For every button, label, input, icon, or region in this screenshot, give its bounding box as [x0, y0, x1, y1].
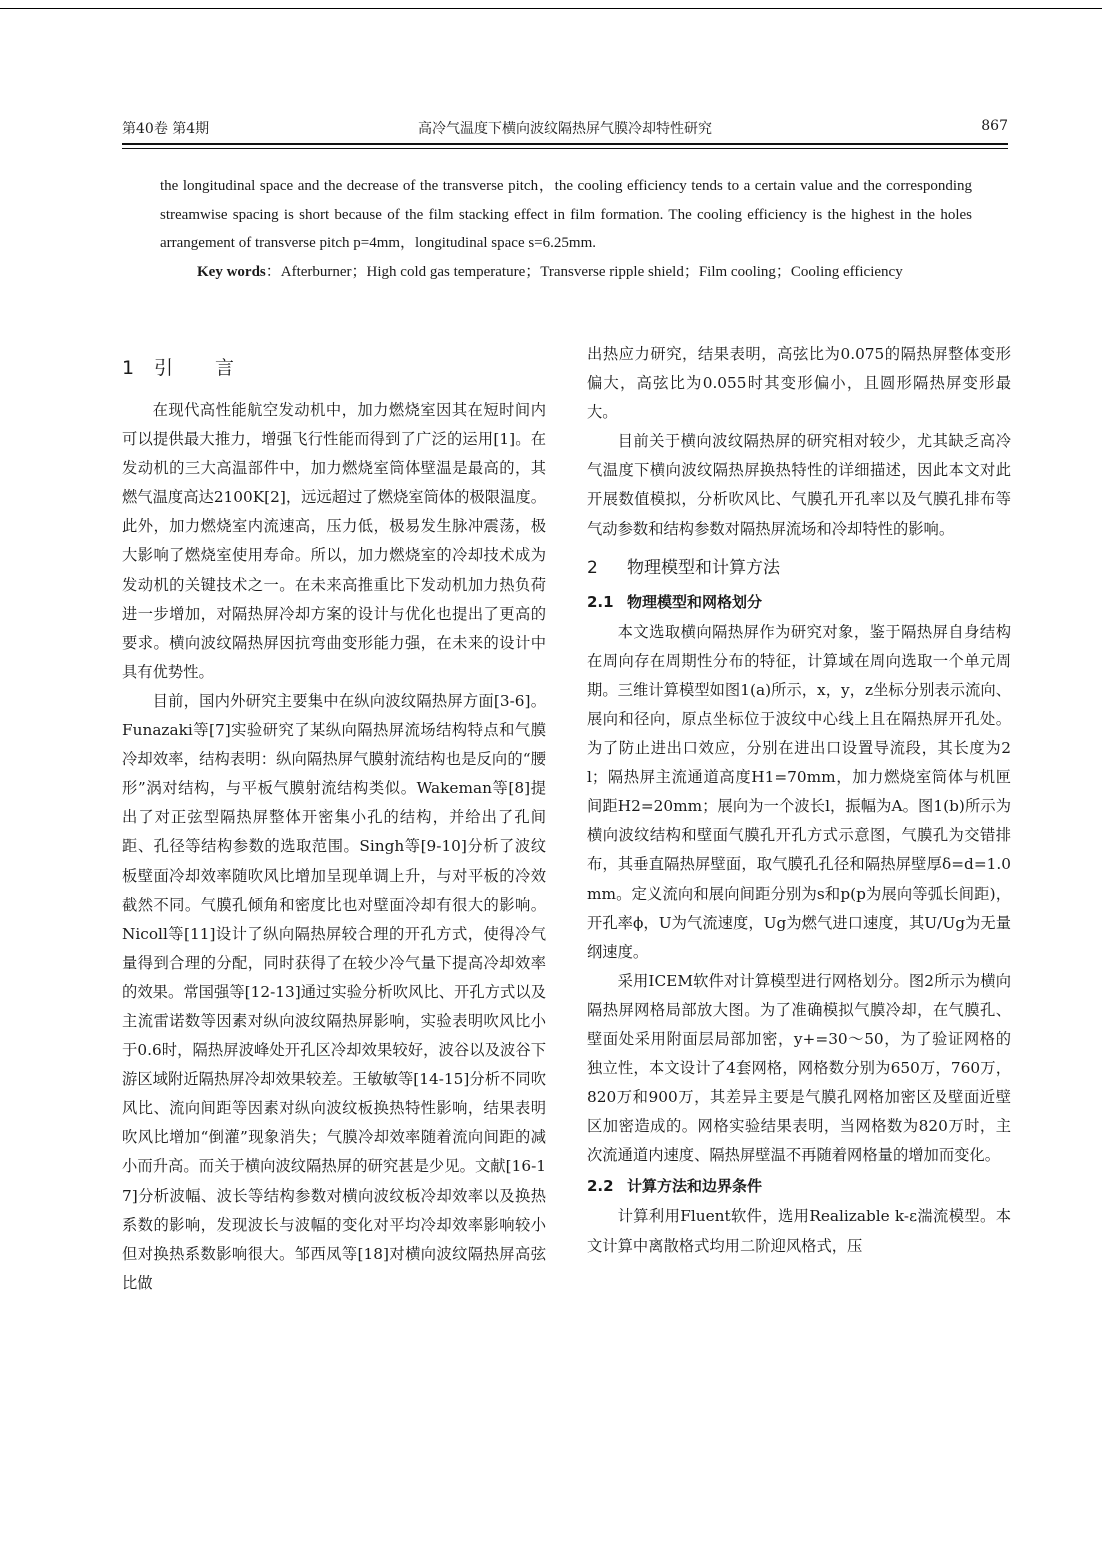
intro-paragraph-2-continued: 出热应力研究，结果表明，高弦比为0.075的隔热屏整体变形偏大，高弦比为0.055时其变形偏小，且圆形隔热屏变形最大。	[587, 345, 1011, 422]
model-paragraph-2: 采用ICEM软件对计算模型进行网格划分。图2所示为横向隔热屏网格局部放大图。为了准确模拟气膜冷却，在气膜孔、壁面处采用附面层局部加密，y+=30～50，为了验证网格的独立性，本文设计了4套网格，网格数分别为650万，760万，820万和900万，其差异主要是气膜孔网格加密区及壁面近壁区加密造成的。网格实验结果表明，当网格数为820万时，主次流通道内速度、隔热屏壁温不再随着网格量的增加而变化。	[587, 971, 1011, 1165]
section-2-title: 物理模型和计算方法	[627, 557, 780, 578]
running-title: 高冷气温度下横向波纹隔热屏气膜冷却特性研究	[418, 121, 712, 137]
keywords	[160, 258, 972, 287]
method-paragraph-1: 计算利用Fluent软件，选用Realizable k-ε湍流模型。本文计算中离散格式均用二阶迎风格式，压	[587, 1207, 1011, 1255]
right-column	[587, 340, 1011, 1261]
section-2-2-title: 计算方法和边界条件	[627, 1177, 763, 1196]
section-2-1-title: 物理模型和网格划分	[627, 592, 763, 611]
header-rule-thin	[122, 148, 1008, 149]
english-abstract	[160, 172, 972, 286]
left-column	[122, 340, 546, 1298]
section-2-1-number: 2.1	[587, 592, 614, 611]
header-rule-thick	[122, 143, 1008, 145]
section-2-2-heading	[587, 1172, 1011, 1200]
abstract-text: the longitudinal space and the decrease of the transverse pitch，the cooling efficiency tends to a certain value and the corresponding streamwise spacing is short because of the film stacking effect in film formation. The cooling efficiency is the highest in the holes arrangement of transverse pitch p=4mm，longitudinal space s=6.25mm.	[160, 178, 972, 251]
keywords-list: ：Afterburner；High cold gas temperature；Transverse ripple shield；Film cooling；Cooling efficiency	[265, 263, 903, 280]
intro-paragraph-1: 在现代高性能航空发动机中，加力燃烧室因其在短时间内可以提供最大推力，增强飞行性能而得到了广泛的运用[1]。在发动机的三大高温部件中，加力燃烧室筒体壁温是最高的，其燃气温度高达2100K[2]，远远超过了燃烧室筒体的极限温度。此外，加力燃烧室内流速高，压力低，极易发生脉冲震荡，极大影响了燃烧室使用寿命。所以，加力燃烧室的冷却技术成为发动机的关键技术之一。在未来高推重比下发动机加力热负荷进一步增加，对隔热屏冷却方案的设计与优化也提出了更高的要求。横向波纹隔热屏因抗弯曲变形能力强，在未来的设计中具有优势性。	[122, 401, 546, 681]
volume-issue: 第40卷 第4期	[122, 121, 210, 137]
intro-paragraph-3: 目前关于横向波纹隔热屏的研究相对较少，尤其缺乏高冷气温度下横向波纹隔热屏换热特性的详细描述，因此本文对此开展数值模拟，分析吹风比、气膜孔开孔率以及气膜孔排布等气动参数和结构参数对隔热屏流场和冷却特性的影响。	[587, 432, 1011, 538]
keywords-label: Key words	[197, 263, 266, 280]
section-1-title: 引 言	[154, 357, 253, 379]
intro-paragraph-2: 目前，国内外研究主要集中在纵向波纹隔热屏方面[3-6]。Funazaki等[7]实验研究了某纵向隔热屏流场结构特点和气膜冷却效率，结构表明：纵向隔热屏气膜射流结构也是反向的“腰形”涡对结构，与平板气膜射流结构类似。Wakeman等[8]提出了对正弦型隔热屏整体开密集小孔的结构，并给出了孔间距、孔径等结构参数的选取范围。Singh等[9-10]分析了波纹板壁面冷却效率随吹风比增加呈现单调上升，与对平板的冷效截然不同。气膜孔倾角和密度比也对壁面冷却有很大的影响。Nicoll等[11]设计了纵向隔热屏较合理的开孔方式，使得冷气量得到合理的分配，同时获得了在较少冷气量下提高冷却效率的效果。常国强等[12-13]通过实验分析吹风比、开孔方式以及主流雷诺数等因素对纵向波纹隔热屏影响，实验表明吹风比小于0.6时，隔热屏波峰处开孔区冷却效果较好，波谷以及波谷下游区域附近隔热屏冷却效果较差。王敏敏等[14-15]分析不同吹风比、流向间距等因素对纵向波纹板换热特性影响，结果表明吹风比增加“倒灌”现象消失；气膜冷却效率随着流向间距的减小而升高。而关于横向波纹隔热屏的研究甚是少见。文献[16-17]分析波幅、波长等结构参数对横向波纹板冷却效率以及换热系数的影响，发现波长与波幅的变化对平均冷却效率影响较小但对换热系数影响很大。邹西凤等[18]对横向波纹隔热屏高弦比做	[122, 691, 546, 1292]
model-paragraph-1: 本文选取横向隔热屏作为研究对象，鉴于隔热屏自身结构在周向存在周期性分布的特征，计算域在周向选取一个单元周期。三维计算模型如图1(a)所示，x，y，z坐标分别表示流向、展向和径向，原点坐标位于波纹中心线上且在隔热屏开孔处。为了防止进出口效应，分别在进出口设置导流段，其长度为2l；隔热屏主流通道高度H1=70mm，加力燃烧室筒体与机匣间距H2=20mm；展向为一个波长l，振幅为A。图1(b)所示为横向波纹结构和壁面气膜孔开孔方式示意图，气膜孔为交错排布，其垂直隔热屏壁面，取气膜孔孔径和隔热屏壁厚δ=d=1.0mm。定义流向和展向间距分别为s和p(p为展向等弧长间距)，开孔率ϕ，U为气流速度，Ug为燃气进口速度，其U/Ug为无量纲速度。	[587, 622, 1011, 961]
crop-line	[0, 8, 1102, 9]
page-number: 867	[981, 118, 1008, 134]
running-header	[122, 118, 1008, 138]
section-1-heading	[122, 352, 546, 384]
section-2-heading	[587, 554, 1011, 582]
section-2-2-number: 2.2	[587, 1177, 614, 1196]
section-1-number: 1	[122, 357, 135, 379]
section-2-1-heading	[587, 588, 1011, 616]
section-2-number: 2	[587, 557, 598, 578]
